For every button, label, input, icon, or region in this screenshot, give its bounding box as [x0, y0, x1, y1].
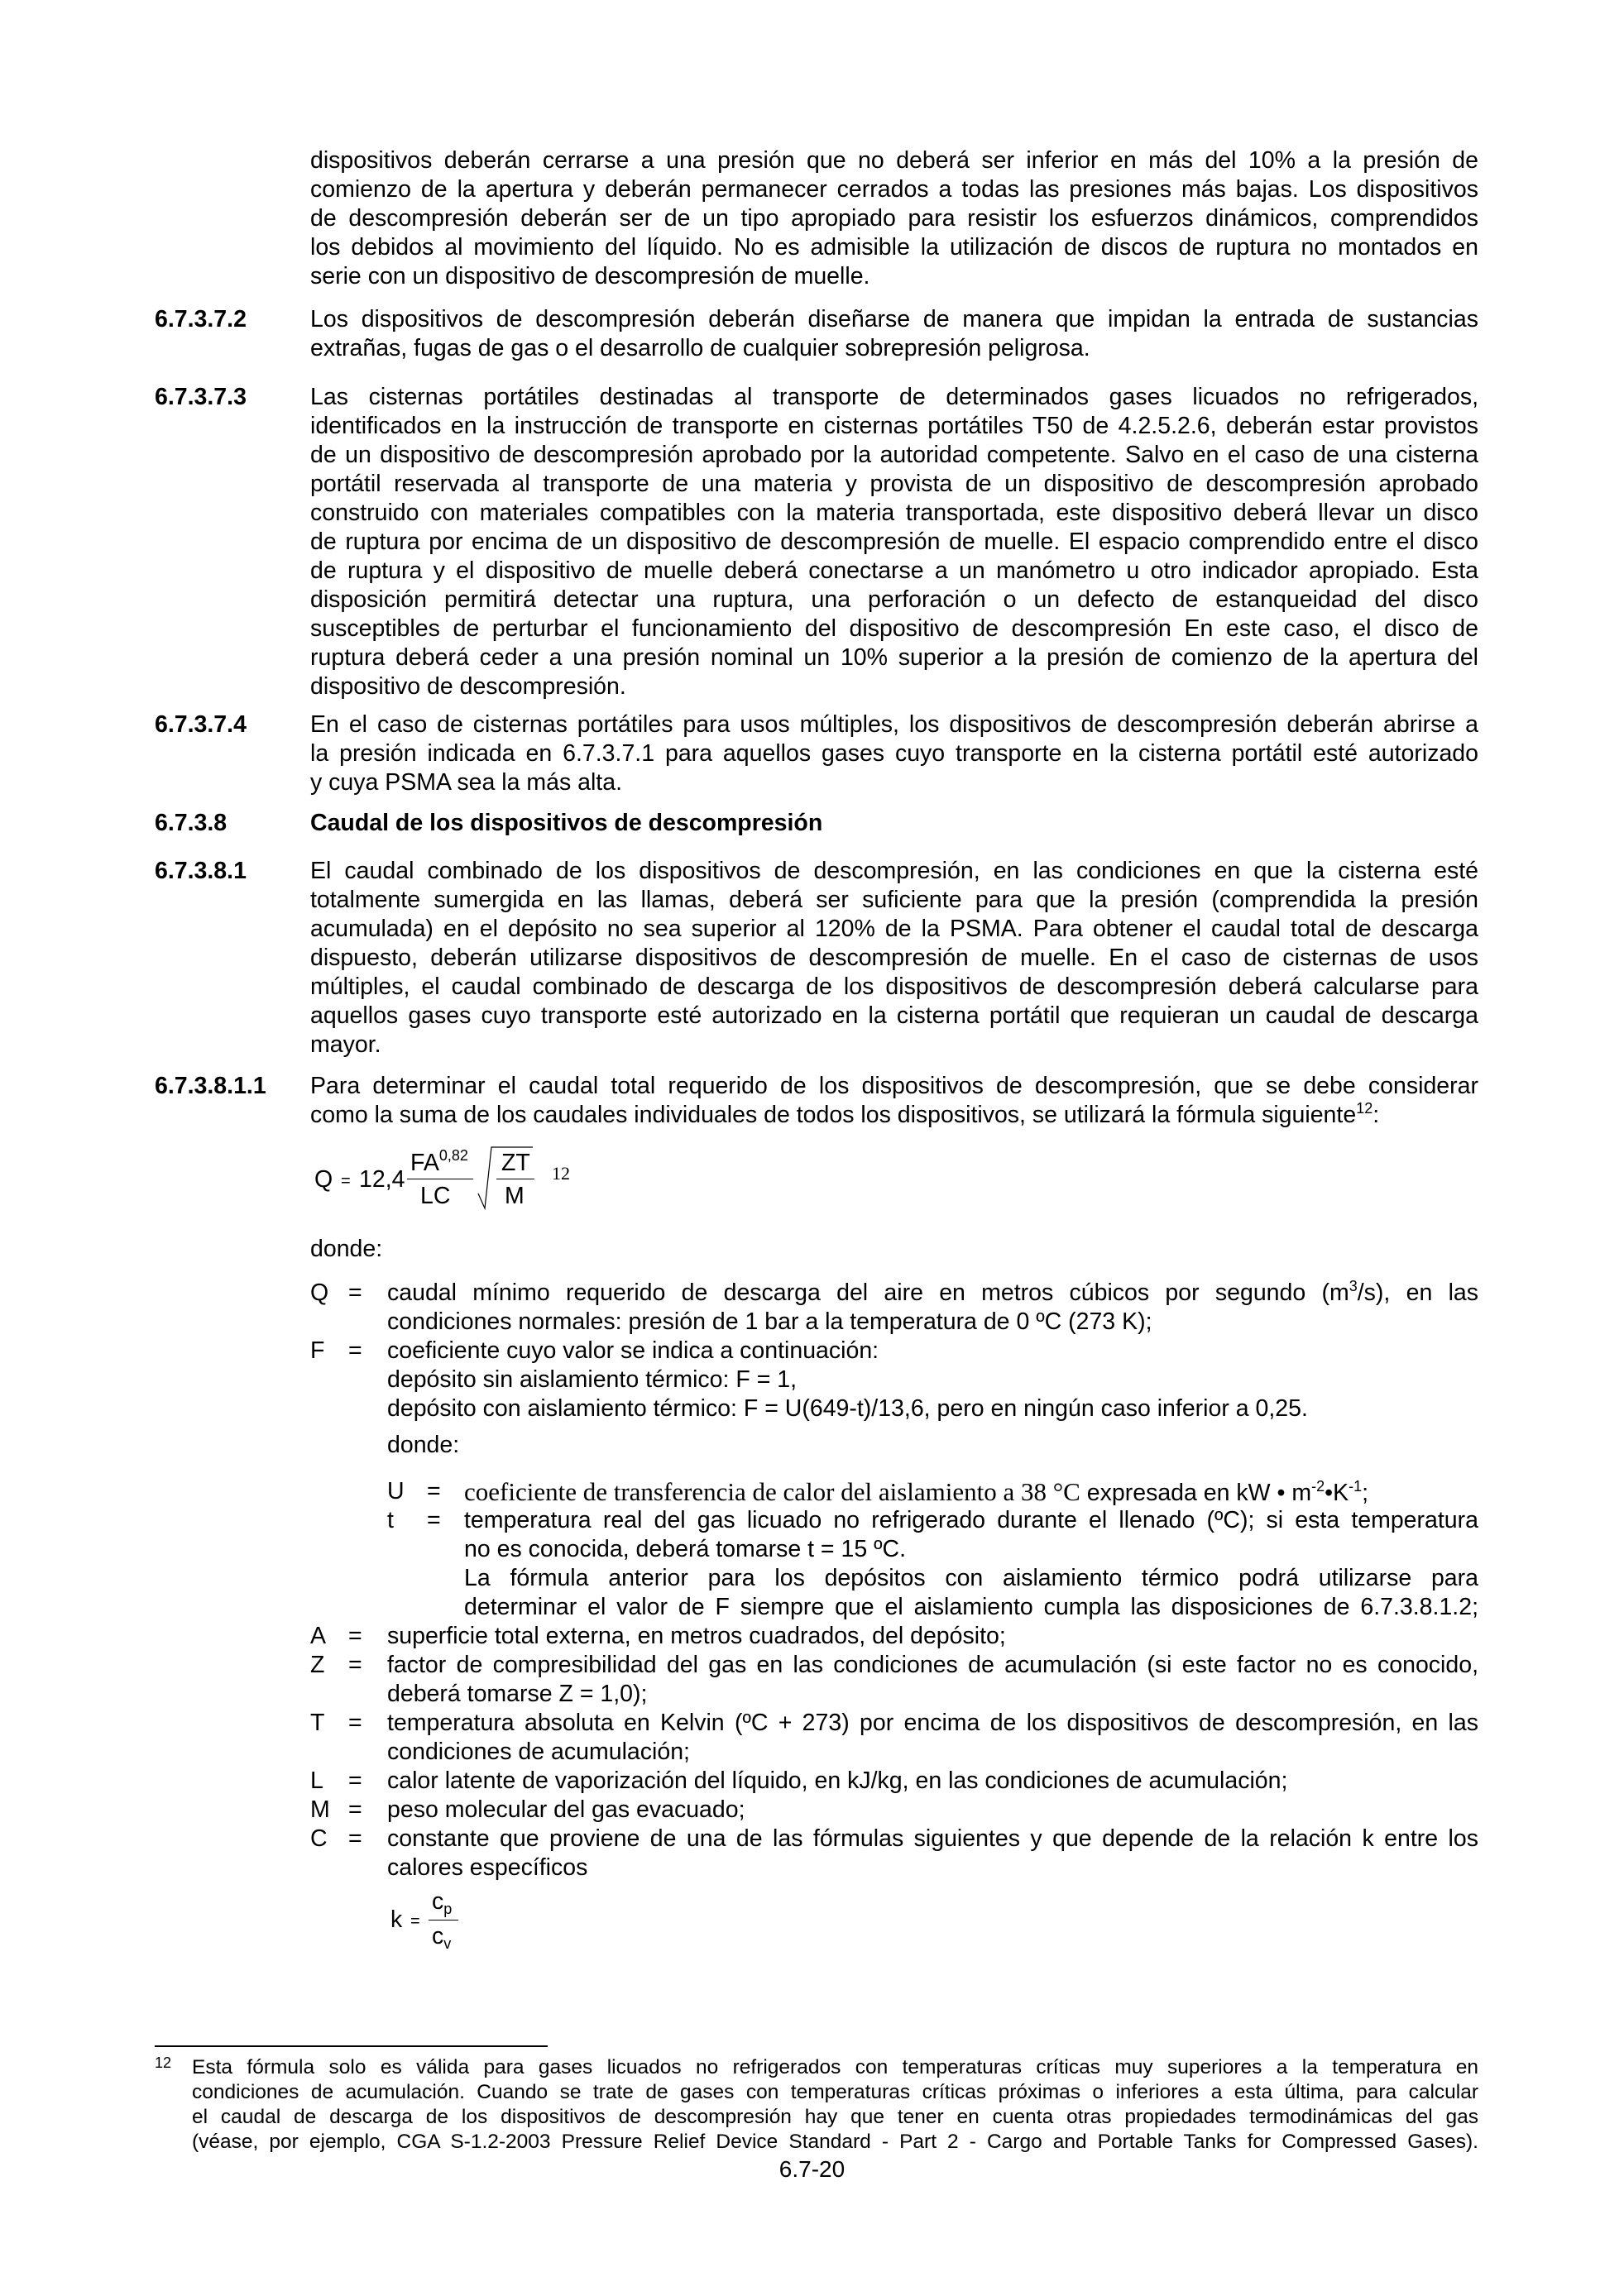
- formula-eq: =: [410, 1912, 420, 1930]
- def-eq: =: [348, 1796, 362, 1823]
- text-line: serie con un dispositivo de descompresión de muelle.: [310, 263, 870, 289]
- text-fragment: •K: [1325, 1480, 1349, 1506]
- def-text: deberá tomarse Z = 1,0);: [387, 1681, 648, 1707]
- def-text: temperatura absoluta en Kelvin (ºC + 273) por encima de los dispositivos de descompresión, en las: [387, 1710, 1478, 1736]
- definition-m: [310, 1796, 1478, 1825]
- def-text: depósito sin aislamiento térmico: F = 1,: [387, 1366, 798, 1393]
- text-fragment: expresada en kW • m: [1080, 1480, 1312, 1506]
- def-symbol: A: [310, 1623, 327, 1649]
- text-line: y cuya PSMA sea la más alta.: [310, 769, 622, 796]
- formula-lhs: Q: [314, 1166, 333, 1193]
- intro-text: [310, 146, 1478, 291]
- superscript: -1: [1349, 1478, 1363, 1495]
- def-text: [387, 1279, 1478, 1308]
- text-fragment: caudal mínimo requerido de descarga del aire en metros cúbicos por segundo (m: [387, 1280, 1349, 1306]
- def-text: [464, 1477, 1368, 1508]
- def-eq: =: [427, 1478, 441, 1504]
- text-line: dispuesto, deberán utilizarse dispositivos de descompresión de muelle. En el caso de cisternas de usos: [310, 945, 1478, 971]
- formula-lhs: k: [390, 1906, 403, 1933]
- formula-footnote-ref: 12: [552, 1163, 570, 1184]
- text-line: de ruptura por encima de un dispositivo de descompresión de muelle. El espacio comprendido entre el disco: [310, 529, 1478, 555]
- section-number: 6.7.3.7.4: [155, 711, 247, 738]
- text-line: (véase, por ejemplo, CGA S-1.2-2003 Pressure Relief Device Standard - Part 2 - Cargo and Portable Tanks for Compressed Gases).: [192, 2131, 1478, 2153]
- definition-t-cont: [387, 1593, 1478, 1622]
- section-heading: Caudal de los dispositivos de descompresión: [310, 810, 823, 836]
- def-eq: =: [348, 1623, 362, 1649]
- def-text: peso molecular del gas evacuado;: [387, 1796, 745, 1823]
- def-text: depósito con aislamiento térmico: F = U(649-t)/13,6, pero en ningún caso inferior a 0,25.: [387, 1395, 1308, 1422]
- def-symbol: Q: [310, 1280, 329, 1306]
- text-line: el caudal de descarga de los dispositivos de descompresión hay que tener en cuenta otras propiedades termodinámicas del gas: [192, 2106, 1478, 2128]
- def-eq: =: [348, 1825, 362, 1852]
- def-symbol: L: [310, 1767, 323, 1794]
- text-line: ruptura deberá ceder a una presión nominal un 10% superior a la presión de comienzo de la apertura del: [310, 644, 1478, 671]
- definition-z-cont: [310, 1680, 1478, 1709]
- text-line: Esta fórmula solo es válida para gases licuados no refrigerados con temperaturas críticas muy superiores a la temperatura en: [192, 2056, 1478, 2078]
- section-number: 6.7.3.7.2: [155, 306, 247, 332]
- def-symbol: C: [310, 1825, 328, 1852]
- text-line: portátil reservada al transporte de una materia y provista de un dispositivo de descompresión aprobado: [310, 471, 1478, 497]
- def-text: temperatura real del gas licuado no refrigerado durante el llenado (ºC); si esta temperatura: [464, 1507, 1478, 1533]
- def-symbol: U: [387, 1478, 405, 1504]
- def-text: calor latente de vaporización del líquido, en kJ/kg, en las condiciones de acumulación;: [387, 1767, 1288, 1794]
- definition-f: [310, 1337, 1478, 1366]
- definition-q: [310, 1279, 1478, 1308]
- definition-c: [310, 1825, 1478, 1854]
- def-text: no es conocida, deberá tomarse t = 15 ºC.: [464, 1536, 907, 1562]
- radical-denominator: M: [505, 1183, 525, 1209]
- section-number: 6.7.3.8: [155, 810, 228, 836]
- definition-q-cont: [310, 1308, 1478, 1337]
- definition-z: [310, 1651, 1478, 1680]
- section-text: [310, 305, 1478, 363]
- text-line: comienzo de la apertura y deberán permanecer cerrados a todas las presiones más bajas. Los dispositivos: [310, 176, 1478, 203]
- def-symbol: F: [310, 1337, 325, 1364]
- def-text: determinar el valor de F siempre que el aislamiento cumpla las disposiciones de 6.7.3.8.1.2;: [464, 1594, 1478, 1620]
- def-text: coeficiente cuyo valor se indica a continuación:: [387, 1337, 879, 1364]
- text-line: los debidos al movimiento del líquido. No es admisible la utilización de discos de ruptura no montados en: [310, 234, 1478, 261]
- formula-num-text: FA: [410, 1150, 439, 1176]
- def-eq: =: [348, 1337, 362, 1364]
- text-line: extrañas, fugas de gas o el desarrollo de cualquier sobrepresión peligrosa.: [310, 335, 1090, 361]
- text-fragment: coeficiente de transferencia de calor del aislamiento a 38 °C: [464, 1477, 1080, 1506]
- text-line: múltiples, el caudal combinado de descarga de los dispositivos de descompresión deberá calcularse para: [310, 973, 1478, 1000]
- def-eq: =: [348, 1652, 362, 1678]
- section-number: 6.7.3.7.3: [155, 384, 247, 410]
- text-fragment: como la suma de los caudales individuales de todos los dispositivos, se utilizará la fórmula siguiente: [310, 1102, 1357, 1128]
- definition-a: [310, 1622, 1478, 1651]
- text-line: Los dispositivos de descompresión deberán diseñarse de manera que impidan la entrada de sustancias: [310, 306, 1478, 332]
- section-text: [310, 1072, 1478, 1130]
- definition-list-main-2: [310, 1622, 1478, 1882]
- formula-denominator: [432, 1922, 451, 1951]
- section-number: 6.7.3.8.1.1: [155, 1073, 266, 1099]
- def-symbol: t: [387, 1507, 394, 1533]
- def-eq: =: [348, 1280, 362, 1306]
- radical-numerator: ZT: [501, 1150, 530, 1176]
- formula-q: [313, 1146, 586, 1220]
- text-line: identificados en la instrucción de transporte en cisternas portátiles T50 de 4.2.5.2.6, deberán estar provistos: [310, 413, 1478, 439]
- footnote-number: 12: [155, 2054, 172, 2071]
- section-text: [310, 383, 1478, 701]
- section-number: 6.7.3.8.1: [155, 858, 247, 884]
- def-text: La fórmula anterior para los depósitos con aislamiento térmico podrá utilizarse para: [464, 1565, 1478, 1591]
- text-fragment: :: [1372, 1102, 1380, 1128]
- def-eq: =: [427, 1507, 441, 1533]
- definition-l: [310, 1767, 1478, 1796]
- def-eq: =: [348, 1767, 362, 1794]
- text-line: construido con materiales compatibles con la materia transportada, este dispositivo deberá llevar un disco: [310, 500, 1478, 526]
- def-text: condiciones normales: presión de 1 bar a la temperatura de 0 ºC (273 K);: [387, 1308, 1152, 1335]
- def-symbol: T: [310, 1710, 325, 1736]
- definition-t-abs-cont: [310, 1738, 1478, 1767]
- text-fragment: /s), en las: [1357, 1280, 1479, 1306]
- text-line: la presión indicada en 6.7.3.7.1 para aquellos gases cuyo transporte en la cisterna portátil esté autorizado: [310, 740, 1478, 767]
- def-eq: =: [348, 1710, 362, 1736]
- formula-numerator: [432, 1887, 452, 1916]
- definition-t-cont: [387, 1535, 1478, 1564]
- text-line: dispositivo de descompresión.: [310, 673, 626, 700]
- definition-list-main: [310, 1279, 1478, 1423]
- def-text: factor de compresibilidad del gas en las condiciones de acumulación (si este factor no es conocido,: [387, 1652, 1478, 1678]
- formula-exponent: 0,82: [438, 1147, 468, 1164]
- definition-t: [387, 1506, 1478, 1535]
- footnote-text: [192, 2055, 1478, 2155]
- formula-k: [390, 1887, 473, 1962]
- donde-label-sub: donde:: [387, 1432, 460, 1458]
- formula-eq: =: [341, 1172, 351, 1190]
- formula-numerator: [410, 1149, 468, 1180]
- fraction-bar: [429, 1920, 458, 1921]
- text-line: totalmente sumergida en las llamas, deberá ser suficiente para que la presión (comprendida la presión: [310, 887, 1478, 913]
- superscript: -2: [1311, 1478, 1325, 1495]
- def-symbol: M: [310, 1796, 330, 1823]
- definition-t-abs: [310, 1709, 1478, 1738]
- text-line: de descompresión deberán ser de un tipo apropiado para resistir los esfuerzos dinámicos, comprendidos: [310, 205, 1478, 232]
- superscript: 3: [1349, 1278, 1358, 1294]
- formula-den-text: c: [432, 1923, 444, 1949]
- definition-c-cont: [310, 1854, 1478, 1882]
- text-line: mayor.: [310, 1031, 381, 1058]
- footnote-rule: [155, 2045, 548, 2047]
- formula-coefficient: 12,4: [359, 1166, 405, 1193]
- def-symbol: Z: [310, 1652, 325, 1678]
- donde-label: donde:: [310, 1236, 383, 1262]
- text-line: de un dispositivo de descompresión aprobado por la autoridad competente. Salvo en el caso de una cisterna: [310, 442, 1478, 468]
- def-text: calores específicos: [387, 1854, 588, 1881]
- text-line: de ruptura y el dispositivo de muelle deberá conectarse a un manómetro u otro indicador apropiado. Esta: [310, 557, 1478, 584]
- text-line: dispositivos deberán cerrarse a una presión que no deberá ser inferior en más del 10% a la presión de: [310, 147, 1478, 174]
- text-line: El caudal combinado de los dispositivos de descompresión, en las condiciones en que la cisterna esté: [310, 858, 1478, 884]
- footnote-ref: 12: [1356, 1100, 1373, 1117]
- text-line: Para determinar el caudal total requerido de los dispositivos de descompresión, que se debe considerar: [310, 1073, 1478, 1099]
- definition-t-cont: [387, 1564, 1478, 1593]
- section-text: [310, 857, 1478, 1060]
- text-line: Las cisternas portátiles destinadas al transporte de determinados gases licuados no refrigerados,: [310, 384, 1478, 410]
- definition-f-cont: [310, 1394, 1478, 1423]
- page-number: 6.7-20: [778, 2156, 846, 2182]
- definition-list-sub: [387, 1477, 1478, 1622]
- text-line: En el caso de cisternas portátiles para usos múltiples, los dispositivos de descompresión deberán abrirse a: [310, 711, 1478, 738]
- text-line: [310, 1101, 1478, 1130]
- definition-u: [387, 1477, 1478, 1506]
- text-line: condiciones de acumulación. Cuando se trate de gases con temperaturas críticas próximas o inferiores a esta última, para calcular: [192, 2081, 1478, 2103]
- formula-num-text: c: [432, 1888, 444, 1915]
- def-text: superficie total externa, en metros cuadrados, del depósito;: [387, 1623, 1006, 1649]
- section-text: [310, 710, 1478, 797]
- text-line: aquellos gases cuyo transporte esté autorizado en la cisterna portátil que requieran un caudal de descarga: [310, 1002, 1478, 1029]
- text-line: susceptibles de perturbar el funcionamiento del dispositivo de descompresión En este caso, el disco de: [310, 615, 1478, 642]
- text-line: acumulada) en el depósito no sea superior al 120% de la PSMA. Para obtener el caudal total de descarga: [310, 916, 1478, 942]
- def-text: condiciones de acumulación;: [387, 1739, 690, 1765]
- subscript: p: [443, 1901, 453, 1917]
- definition-f-cont: [310, 1366, 1478, 1394]
- subscript: v: [443, 1935, 452, 1952]
- text-line: disposición permitirá detectar una ruptura, una perforación o un defecto de estanqueidad del disco: [310, 586, 1478, 613]
- text-fragment: ;: [1362, 1480, 1369, 1506]
- formula-denominator: LC: [420, 1183, 451, 1209]
- def-text: constante que proviene de una de las fórmulas siguientes y que depende de la relación k entre los: [387, 1825, 1478, 1852]
